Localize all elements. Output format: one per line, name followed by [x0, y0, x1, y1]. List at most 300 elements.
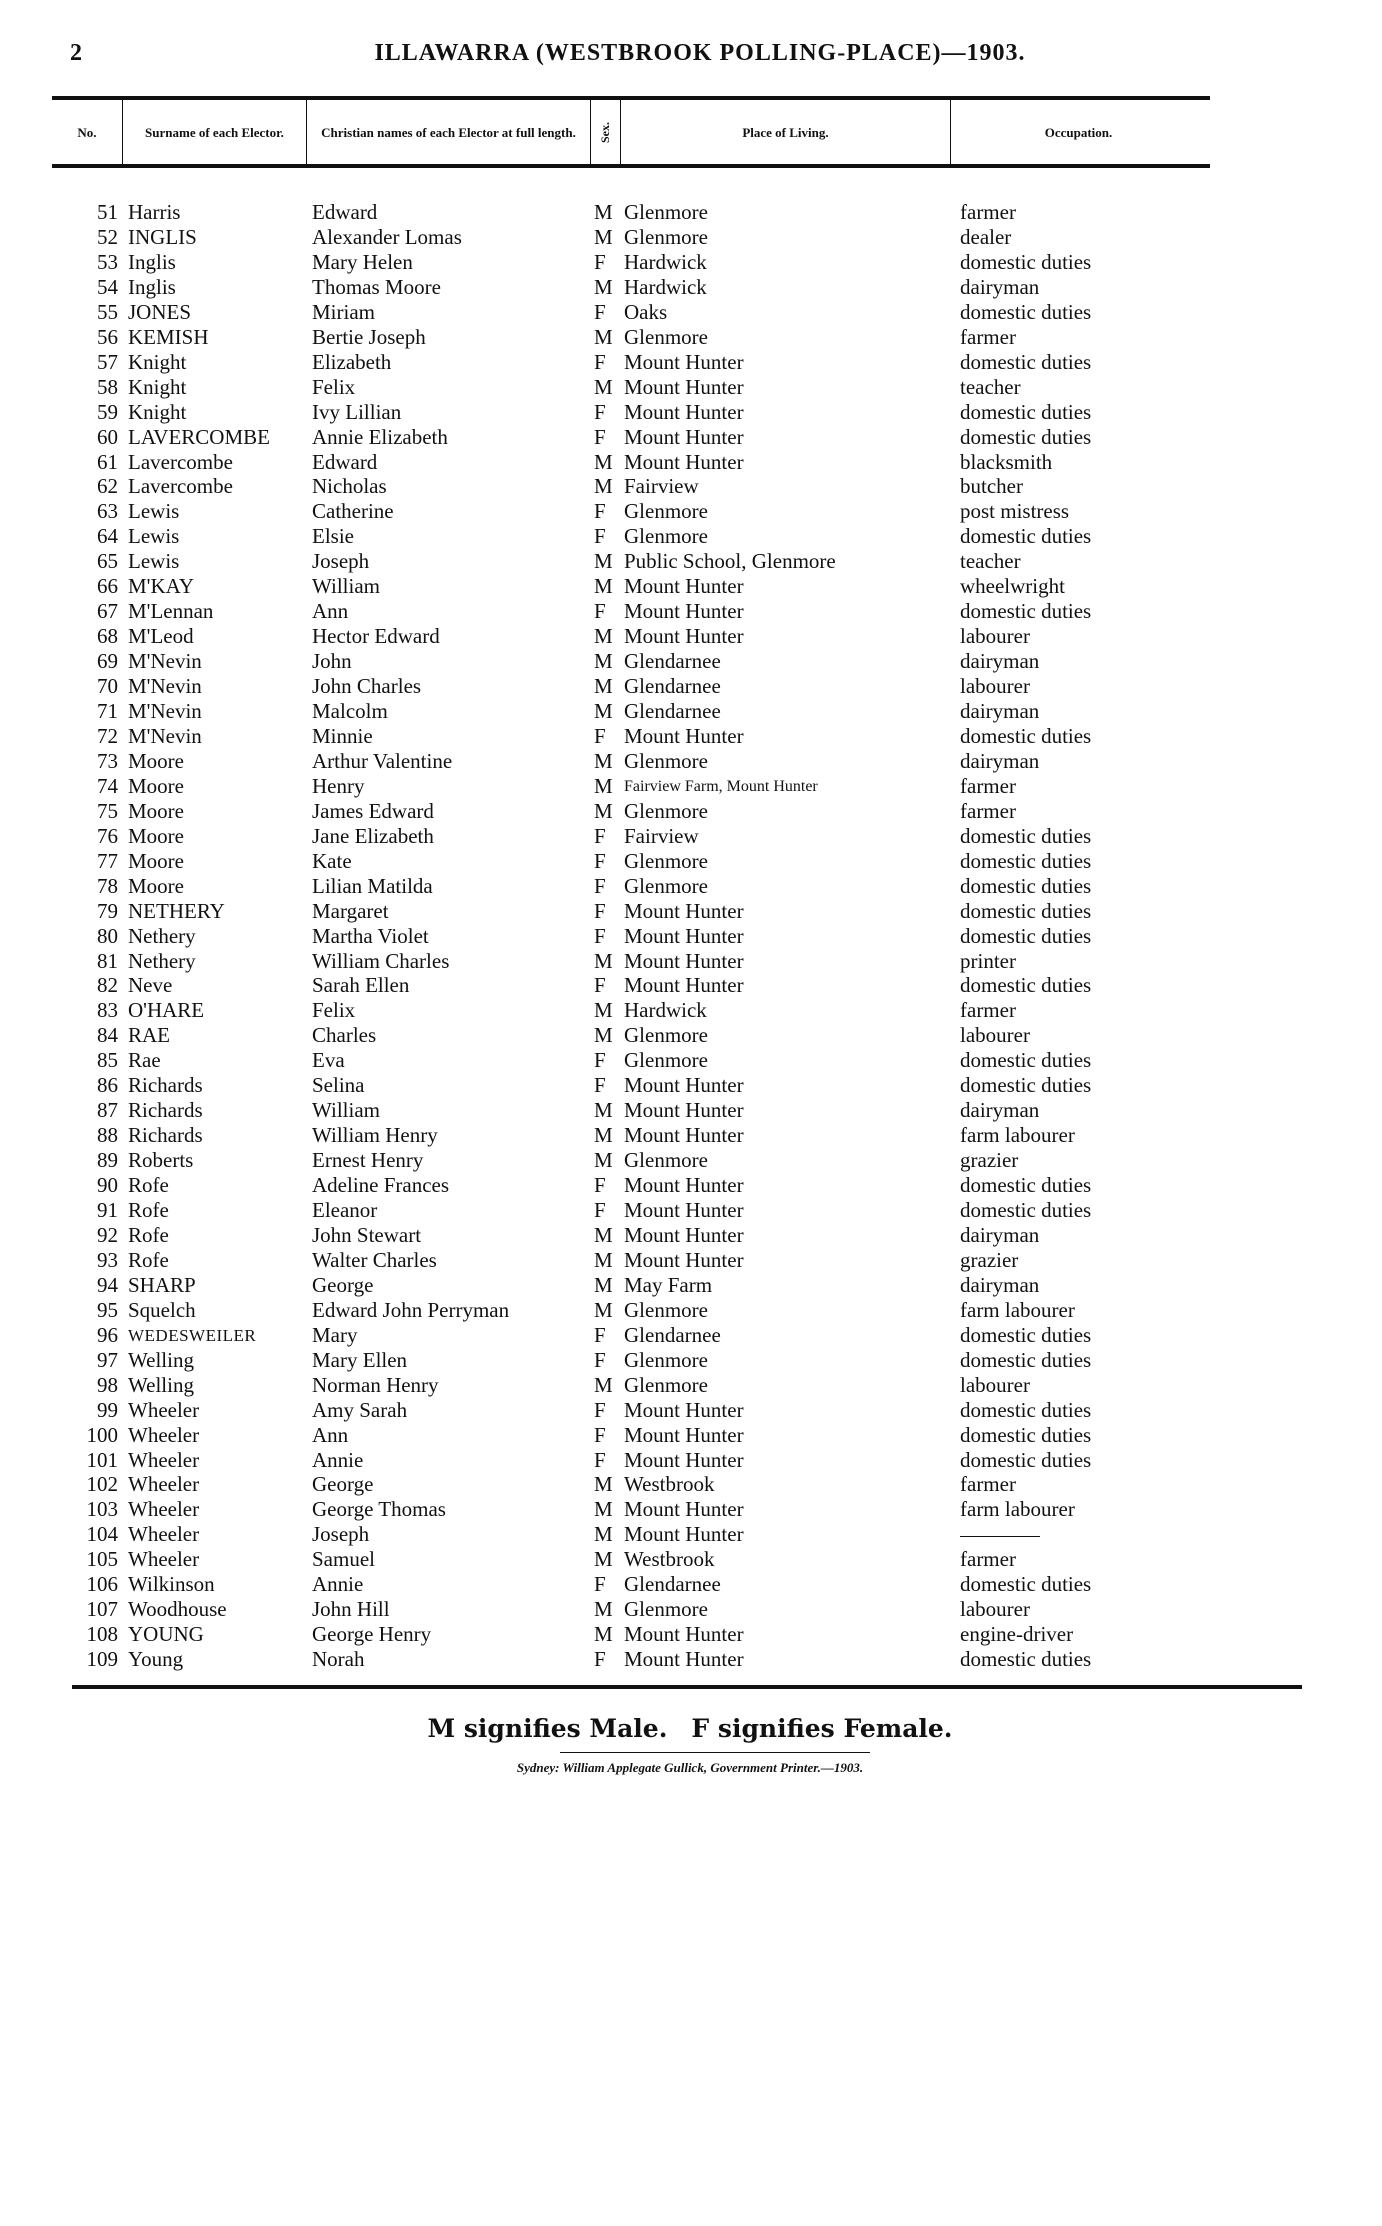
elector-number: 51: [97, 200, 118, 224]
sex-legend: [280, 1714, 1100, 1743]
elector-sex: M: [594, 449, 613, 474]
elector-place-of-living: Glenmore: [624, 848, 708, 873]
table-row: [0, 200, 1382, 225]
elector-christian-names: Adeline Frances: [312, 1173, 450, 1198]
elector-occupation: [960, 1522, 1040, 1547]
elector-occupation: domestic duties: [960, 873, 1092, 898]
elector-sex: F: [594, 1347, 606, 1372]
elector-place-of-living: Mount Hunter: [624, 449, 744, 474]
elector-place-of-living: Mount Hunter: [624, 1073, 744, 1098]
elector-place-of-living: Glenmore: [624, 1048, 708, 1073]
table-row: [0, 300, 1382, 325]
elector-number: 57: [97, 349, 118, 374]
elector-place-of-living: Glenmore: [624, 224, 708, 249]
elector-surname: INGLIS: [128, 224, 197, 249]
elector-number: 68: [97, 624, 118, 649]
elector-number: 74: [97, 773, 118, 798]
table-row: [0, 574, 1382, 599]
table-row: [0, 225, 1382, 250]
elector-number: 66: [97, 574, 118, 599]
elector-place-of-living: Glenmore: [624, 324, 708, 349]
table-row: [0, 624, 1382, 649]
elector-number: 73: [97, 748, 118, 773]
table-row: [0, 924, 1382, 949]
elector-place-of-living: Glenmore: [624, 1023, 708, 1048]
elector-surname: Knight: [128, 399, 187, 424]
table-row: [0, 949, 1382, 974]
elector-number: 52: [97, 224, 118, 249]
elector-place-of-living: Oaks: [624, 299, 668, 324]
elector-number: 94: [97, 1272, 118, 1297]
elector-place-of-living: Mount Hunter: [624, 1173, 744, 1198]
elector-sex: M: [594, 1547, 613, 1572]
table-row: [0, 998, 1382, 1023]
elector-christian-names: Norman Henry: [312, 1372, 439, 1397]
elector-occupation: domestic duties: [960, 524, 1092, 549]
elector-number: 83: [97, 998, 118, 1023]
elector-occupation: farmer: [960, 324, 1016, 349]
elector-sex: F: [594, 1073, 606, 1098]
elector-place-of-living: Mount Hunter: [624, 923, 744, 948]
col-header-place: Place of Living.: [620, 100, 950, 164]
elector-occupation: grazier: [960, 1247, 1019, 1272]
elector-place-of-living: Glenmore: [624, 1347, 708, 1372]
elector-surname: Moore: [128, 873, 184, 898]
elector-sex: M: [594, 624, 613, 649]
table-row: [0, 799, 1382, 824]
elector-occupation: teacher: [960, 549, 1021, 574]
elector-number: 61: [97, 449, 118, 474]
male-note: M signifies Male.: [427, 1714, 668, 1743]
elector-place-of-living: Glenmore: [624, 748, 708, 773]
elector-surname: Wheeler: [128, 1397, 200, 1422]
elector-sex: M: [594, 1123, 613, 1148]
table-row: [0, 1622, 1382, 1647]
elector-occupation: farm labourer: [960, 1497, 1075, 1522]
elector-place-of-living: Mount Hunter: [624, 574, 744, 599]
elector-place-of-living: Mount Hunter: [624, 1222, 744, 1247]
elector-christian-names: Minnie: [312, 723, 373, 748]
elector-occupation: domestic duties: [960, 424, 1092, 449]
elector-place-of-living: Mount Hunter: [624, 1447, 744, 1472]
col-header-sex-label: Sex.: [598, 121, 612, 143]
elector-occupation: farm labourer: [960, 1297, 1075, 1322]
elector-christian-names: Edward: [312, 449, 378, 474]
elector-sex: F: [594, 873, 606, 898]
elector-number: 63: [97, 499, 118, 524]
table-row: [0, 1448, 1382, 1473]
elector-surname: Inglis: [128, 274, 176, 299]
elector-place-of-living: Mount Hunter: [624, 898, 744, 923]
elector-number: 102: [86, 1472, 118, 1497]
elector-christian-names: John: [312, 649, 352, 674]
col-header-surname: Surname of each Elector.: [122, 100, 306, 164]
elector-occupation: butcher: [960, 474, 1023, 499]
elector-christian-names: Joseph: [312, 549, 370, 574]
elector-sex: M: [594, 574, 613, 599]
elector-place-of-living: Glenmore: [624, 1597, 708, 1622]
elector-number: 96: [97, 1322, 118, 1347]
elector-number: 54: [97, 274, 118, 299]
elector-sex: F: [594, 1048, 606, 1073]
elector-sex: M: [594, 1372, 613, 1397]
elector-christian-names: Amy Sarah: [312, 1397, 408, 1422]
elector-number: 64: [97, 524, 118, 549]
elector-sex: M: [594, 1148, 613, 1173]
table-row: [0, 524, 1382, 549]
elector-occupation: domestic duties: [960, 1647, 1092, 1672]
elector-occupation: domestic duties: [960, 1048, 1092, 1073]
elector-christian-names: Charles: [312, 1023, 377, 1048]
elector-surname: Rofe: [128, 1222, 169, 1247]
elector-occupation: domestic duties: [960, 1198, 1092, 1222]
elector-place-of-living: Mount Hunter: [624, 374, 744, 399]
elector-christian-names: Samuel: [312, 1547, 375, 1572]
table-row: [0, 1373, 1382, 1398]
table-row: [0, 1273, 1382, 1298]
elector-occupation: dairyman: [960, 1222, 1040, 1247]
table-row: [0, 350, 1382, 375]
elector-place-of-living: Hardwick: [624, 998, 707, 1023]
elector-surname: M'Nevin: [128, 723, 202, 748]
elector-christian-names: William: [312, 574, 380, 599]
elector-sex: M: [594, 274, 613, 299]
elector-sex: M: [594, 224, 613, 249]
elector-occupation: farmer: [960, 773, 1016, 798]
elector-occupation: farmer: [960, 200, 1016, 224]
table-row: [0, 1497, 1382, 1522]
elector-christian-names: Henry: [312, 773, 365, 798]
elector-surname: JONES: [128, 299, 192, 324]
elector-place-of-living: Mount Hunter: [624, 1522, 744, 1547]
elector-sex: F: [594, 898, 606, 923]
elector-surname: LAVERCOMBE: [128, 424, 270, 449]
elector-occupation: labourer: [960, 624, 1030, 649]
elector-christian-names: Ivy Lillian: [312, 399, 402, 424]
elector-sex: M: [594, 474, 613, 499]
elector-number: 56: [97, 324, 118, 349]
elector-number: 79: [97, 898, 118, 923]
elector-surname: Moore: [128, 848, 184, 873]
elector-number: 107: [86, 1597, 118, 1622]
elector-surname: KEMISH: [128, 324, 209, 349]
elector-occupation: labourer: [960, 674, 1030, 699]
elector-number: 103: [86, 1497, 118, 1522]
elector-place-of-living: Mount Hunter: [624, 1098, 744, 1123]
elector-sex: M: [594, 748, 613, 773]
elector-surname: M'Leod: [128, 624, 194, 649]
elector-christian-names: Sarah Ellen: [312, 973, 410, 998]
elector-place-of-living: Glenmore: [624, 200, 708, 224]
elector-place-of-living: May Farm: [624, 1272, 713, 1297]
elector-surname: Roberts: [128, 1148, 194, 1173]
elector-number: 87: [97, 1098, 118, 1123]
elector-place-of-living: Glenmore: [624, 499, 708, 524]
table-row: [0, 450, 1382, 475]
elector-occupation: domestic duties: [960, 898, 1092, 923]
elector-number: 77: [97, 848, 118, 873]
elector-number: 69: [97, 649, 118, 674]
elector-occupation: dairyman: [960, 274, 1040, 299]
elector-surname: Young: [128, 1647, 184, 1672]
elector-sex: M: [594, 998, 613, 1023]
elector-christian-names: Annie: [312, 1572, 364, 1597]
elector-place-of-living: Westbrook: [624, 1547, 715, 1572]
elector-christian-names: Ann: [312, 1422, 349, 1447]
elector-surname: Moore: [128, 823, 184, 848]
table-row: [0, 774, 1382, 799]
elector-sex: F: [594, 424, 606, 449]
elector-occupation: farmer: [960, 998, 1016, 1023]
elector-sex: F: [594, 1173, 606, 1198]
elector-occupation: teacher: [960, 374, 1021, 399]
elector-christian-names: Edward: [312, 200, 378, 224]
table-row: [0, 325, 1382, 350]
elector-occupation: dairyman: [960, 1098, 1040, 1123]
table-row: [0, 1572, 1382, 1597]
female-note: F signifies Female.: [691, 1714, 953, 1743]
elector-number: 62: [97, 474, 118, 499]
elector-sex: F: [594, 599, 606, 624]
elector-number: 97: [97, 1347, 118, 1372]
table-row: [0, 874, 1382, 899]
table-row: [0, 1472, 1382, 1497]
elector-christian-names: Mary: [312, 1322, 358, 1347]
elector-christian-names: Felix: [312, 374, 356, 399]
elector-number: 60: [97, 424, 118, 449]
elector-sex: M: [594, 200, 613, 224]
elector-christian-names: Nicholas: [312, 474, 387, 499]
elector-occupation: farmer: [960, 1547, 1016, 1572]
elector-number: 85: [97, 1048, 118, 1073]
table-row: [0, 1198, 1382, 1223]
elector-sex: M: [594, 649, 613, 674]
elector-sex: F: [594, 1422, 606, 1447]
elector-christian-names: Selina: [312, 1073, 365, 1098]
elector-surname: M'KAY: [128, 574, 195, 599]
elector-place-of-living: Mount Hunter: [624, 1397, 744, 1422]
table-row: [0, 1148, 1382, 1173]
table-row: [0, 1123, 1382, 1148]
running-title: ILLAWARRA (WESTBROOK POLLING-PLACE)—1903.: [374, 40, 1026, 66]
elector-place-of-living: Glendarnee: [624, 1322, 721, 1347]
elector-surname: Moore: [128, 773, 184, 798]
elector-surname: Nethery: [128, 948, 196, 973]
elector-sex: F: [594, 848, 606, 873]
elector-surname: O'HARE: [128, 998, 205, 1023]
elector-sex: F: [594, 1447, 606, 1472]
elector-christian-names: Edward John Perryman: [312, 1297, 510, 1322]
elector-christian-names: George: [312, 1272, 374, 1297]
elector-place-of-living: Mount Hunter: [624, 399, 744, 424]
elector-place-of-living: Mount Hunter: [624, 1123, 744, 1148]
elector-number: 82: [97, 973, 118, 998]
elector-occupation: domestic duties: [960, 923, 1092, 948]
elector-occupation: farmer: [960, 798, 1016, 823]
table-row: [0, 849, 1382, 874]
elector-surname: Welling: [128, 1347, 194, 1372]
elector-christian-names: Alexander Lomas: [312, 224, 462, 249]
table-row: [0, 400, 1382, 425]
elector-place-of-living: Hardwick: [624, 274, 707, 299]
table-row: [0, 250, 1382, 275]
elector-place-of-living: Glendarnee: [624, 1572, 721, 1597]
elector-sex: M: [594, 699, 613, 723]
elector-surname: WEDESWEILER: [128, 1325, 257, 1345]
elector-occupation: labourer: [960, 1597, 1030, 1622]
elector-number: 93: [97, 1247, 118, 1272]
elector-occupation: dairyman: [960, 748, 1040, 773]
elector-christian-names: Bertie Joseph: [312, 324, 426, 349]
elector-place-of-living: Fairview: [624, 823, 699, 848]
elector-surname: Wheeler: [128, 1472, 200, 1497]
elector-occupation: domestic duties: [960, 349, 1092, 374]
table-row: [0, 499, 1382, 524]
printer-imprint: Sydney: William Applegate Gullick, Government Printer.—1903.: [516, 1760, 864, 1775]
table-row: [0, 1647, 1382, 1672]
table-row: [0, 674, 1382, 699]
end-rule: [72, 1685, 1302, 1689]
elector-surname: Wheeler: [128, 1522, 200, 1547]
elector-christian-names: Norah: [312, 1647, 365, 1672]
elector-christian-names: George: [312, 1472, 374, 1497]
elector-place-of-living: Mount Hunter: [624, 973, 744, 998]
elector-number: 101: [86, 1447, 118, 1472]
elector-surname: M'Nevin: [128, 674, 202, 699]
elector-occupation: farmer: [960, 1472, 1016, 1497]
elector-surname: Squelch: [128, 1297, 196, 1322]
footnote-rule: [560, 1752, 870, 1753]
elector-occupation: domestic duties: [960, 823, 1092, 848]
elector-place-of-living: Mount Hunter: [624, 599, 744, 624]
elector-surname: M'Nevin: [128, 699, 202, 723]
elector-sex: M: [594, 1023, 613, 1048]
table-row: [0, 1547, 1382, 1572]
elector-place-of-living: Glenmore: [624, 798, 708, 823]
elector-sex: F: [594, 349, 606, 374]
elector-surname: Rae: [128, 1048, 161, 1073]
table-row: [0, 1073, 1382, 1098]
table-row: [0, 1348, 1382, 1373]
elector-surname: Moore: [128, 748, 184, 773]
elector-occupation: dairyman: [960, 649, 1040, 674]
elector-surname: Richards: [128, 1073, 203, 1098]
elector-occupation: engine-driver: [960, 1622, 1074, 1647]
elector-place-of-living: Glendarnee: [624, 649, 721, 674]
elector-surname: Welling: [128, 1372, 194, 1397]
elector-surname: YOUNG: [128, 1622, 204, 1647]
elector-occupation: domestic duties: [960, 1422, 1092, 1447]
elector-sex: F: [594, 499, 606, 524]
table-row: [0, 1522, 1382, 1547]
elector-christian-names: Martha Violet: [312, 923, 429, 948]
elector-place-of-living: Glenmore: [624, 1372, 708, 1397]
elector-surname: Wheeler: [128, 1497, 200, 1522]
table-row: [0, 275, 1382, 300]
elector-sex: M: [594, 948, 613, 973]
elector-christian-names: John Stewart: [312, 1222, 422, 1247]
table-row: [0, 1048, 1382, 1073]
elector-sex: M: [594, 1497, 613, 1522]
elector-surname: Richards: [128, 1098, 203, 1123]
elector-christian-names: Walter Charles: [312, 1247, 437, 1272]
elector-sex: M: [594, 374, 613, 399]
elector-christian-names: Catherine: [312, 499, 394, 524]
table-row: [0, 749, 1382, 774]
elector-number: 109: [86, 1647, 118, 1672]
table-row: [0, 724, 1382, 749]
table-row: [0, 899, 1382, 924]
elector-number: 67: [97, 599, 118, 624]
elector-place-of-living: Mount Hunter: [624, 424, 744, 449]
elector-occupation: dairyman: [960, 699, 1040, 723]
table-row: [0, 1398, 1382, 1423]
elector-number: 91: [97, 1198, 118, 1222]
elector-occupation: domestic duties: [960, 1397, 1092, 1422]
elector-occupation: domestic duties: [960, 249, 1092, 274]
elector-occupation: farm labourer: [960, 1123, 1075, 1148]
page-number: 2: [70, 40, 82, 66]
table-row: [0, 375, 1382, 400]
elector-christian-names: Thomas Moore: [312, 274, 441, 299]
elector-number: 58: [97, 374, 118, 399]
elector-sex: M: [594, 1597, 613, 1622]
elector-number: 95: [97, 1297, 118, 1322]
table-row: [0, 1173, 1382, 1198]
elector-occupation: domestic duties: [960, 973, 1092, 998]
elector-sex: M: [594, 324, 613, 349]
elector-christian-names: Annie: [312, 1447, 364, 1472]
elector-christian-names: Arthur Valentine: [312, 748, 453, 773]
elector-surname: Lewis: [128, 499, 180, 524]
elector-sex: M: [594, 1472, 613, 1497]
elector-number: 75: [97, 798, 118, 823]
elector-christian-names: William: [312, 1098, 380, 1123]
table-row: [0, 549, 1382, 574]
elector-place-of-living: Mount Hunter: [624, 1647, 744, 1672]
elector-sex: M: [594, 1098, 613, 1123]
elector-occupation: dealer: [960, 224, 1012, 249]
elector-occupation: domestic duties: [960, 599, 1092, 624]
col-header-sex: [590, 100, 620, 164]
elector-sex: M: [594, 1222, 613, 1247]
table-row: [0, 474, 1382, 499]
elector-christian-names: Ann: [312, 599, 349, 624]
elector-sex: F: [594, 1572, 606, 1597]
elector-place-of-living: Mount Hunter: [624, 1247, 744, 1272]
elector-number: 59: [97, 399, 118, 424]
elector-christian-names: Elizabeth: [312, 349, 392, 374]
elector-christian-names: Lilian Matilda: [312, 873, 433, 898]
elector-sex: M: [594, 1272, 613, 1297]
elector-number: 55: [97, 299, 118, 324]
elector-number: 72: [97, 723, 118, 748]
elector-occupation: domestic duties: [960, 1347, 1092, 1372]
elector-surname: NETHERY: [128, 898, 225, 923]
elector-surname: RAE: [128, 1023, 170, 1048]
elector-surname: Knight: [128, 349, 187, 374]
elector-surname: Wheeler: [128, 1422, 200, 1447]
elector-place-of-living: Fairview Farm, Mount Hunter: [624, 777, 818, 795]
elector-christian-names: Mary Ellen: [312, 1347, 408, 1372]
elector-place-of-living: Fairview: [624, 474, 699, 499]
elector-surname: Lewis: [128, 524, 180, 549]
elector-occupation: domestic duties: [960, 1447, 1092, 1472]
elector-occupation: labourer: [960, 1023, 1030, 1048]
table-row: [0, 1597, 1382, 1622]
elector-surname: Woodhouse: [128, 1597, 227, 1622]
table-row: [0, 1298, 1382, 1323]
